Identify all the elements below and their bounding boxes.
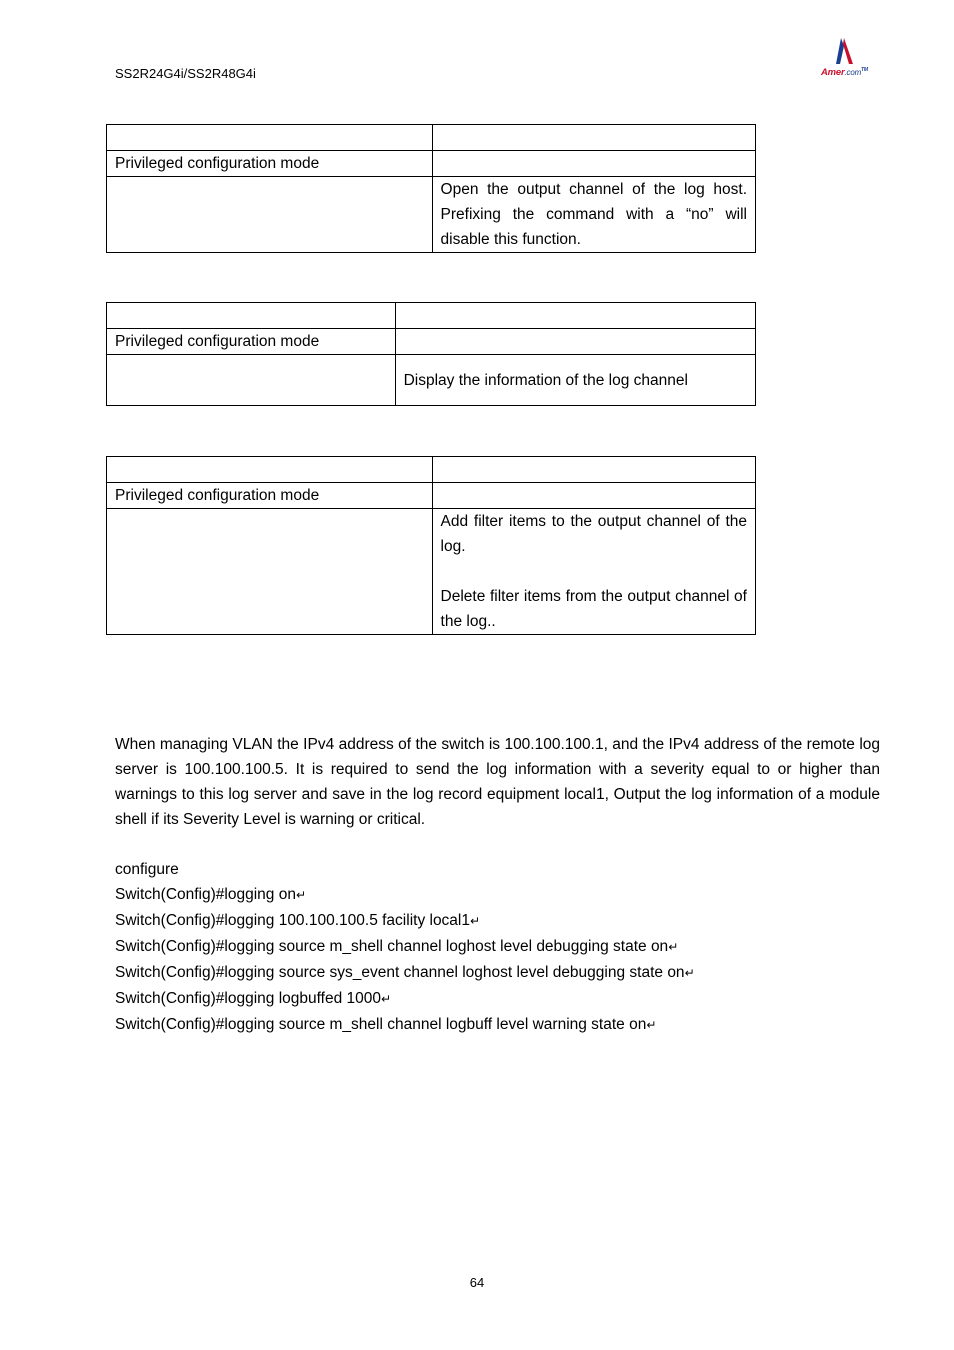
table-row bbox=[107, 177, 756, 253]
table-row bbox=[107, 509, 756, 635]
table-mode-row bbox=[107, 483, 756, 509]
command-table-3 bbox=[106, 456, 756, 635]
return-icon: ↵ bbox=[684, 966, 695, 980]
command-table-2 bbox=[106, 302, 756, 406]
code-line: Switch(Config)#logging source m_shell channel loghost level debugging state on↵ bbox=[115, 938, 679, 955]
add-filter-description: Add filter items to the output channel of the log. bbox=[440, 513, 747, 555]
delete-filter-description: Delete filter items from the output channel of the log.. bbox=[440, 588, 747, 630]
table-header-row bbox=[107, 125, 756, 151]
logo-peak-icon bbox=[818, 36, 878, 68]
return-icon: ↵ bbox=[295, 888, 306, 902]
mode-cell: Privileged configuration mode bbox=[107, 329, 396, 355]
example-commands bbox=[115, 857, 695, 1038]
return-icon: ↵ bbox=[380, 992, 392, 1006]
description-cell: Open the output channel of the log host. Prefixing the command with a “no” will disable this function. bbox=[432, 177, 755, 253]
return-icon: ↵ bbox=[646, 1018, 657, 1032]
command-table-1 bbox=[106, 124, 756, 253]
code-line: Switch(Config)#logging source m_shell channel logbuff level warning state on↵ bbox=[115, 1016, 657, 1033]
amer-logo bbox=[818, 36, 878, 82]
return-icon: ↵ bbox=[668, 940, 679, 954]
description-cell bbox=[432, 509, 755, 635]
mode-cell: Privileged configuration mode bbox=[107, 483, 433, 509]
table-header-row bbox=[107, 457, 756, 483]
code-line: Switch(Config)#logging 100.100.100.5 facility local1↵ bbox=[115, 912, 481, 929]
header-model: SS2R24G4i/SS2R48G4i bbox=[115, 66, 256, 81]
code-line: Switch(Config)#logging logbuffed 1000↵ bbox=[115, 990, 392, 1007]
return-icon: ↵ bbox=[470, 914, 481, 928]
logo-wordmark: Amer.com™ bbox=[821, 67, 868, 79]
table-row bbox=[107, 355, 756, 406]
table-mode-row bbox=[107, 329, 756, 355]
code-line: Switch(Config)#logging source sys_event channel loghost level debugging state on↵ bbox=[115, 964, 695, 981]
page-number: 64 bbox=[469, 1275, 485, 1290]
code-line: configure bbox=[115, 861, 179, 878]
description-cell: Display the information of the log channel bbox=[395, 355, 755, 406]
table-mode-row bbox=[107, 151, 756, 177]
table-header-row bbox=[107, 303, 756, 329]
code-line: Switch(Config)#logging on↵ bbox=[115, 886, 306, 903]
example-paragraph: When managing VLAN the IPv4 address of the switch is 100.100.100.1, and the IPv4 address of the remote log server is 100.100.100.5. It is required to send the log information with a severity equal to or higher than warnings to this log server and save in the log record equipment local1, Output the log information of a module shell if its Severity Level is warning or critical. bbox=[115, 736, 880, 828]
mode-cell: Privileged configuration mode bbox=[107, 151, 433, 177]
